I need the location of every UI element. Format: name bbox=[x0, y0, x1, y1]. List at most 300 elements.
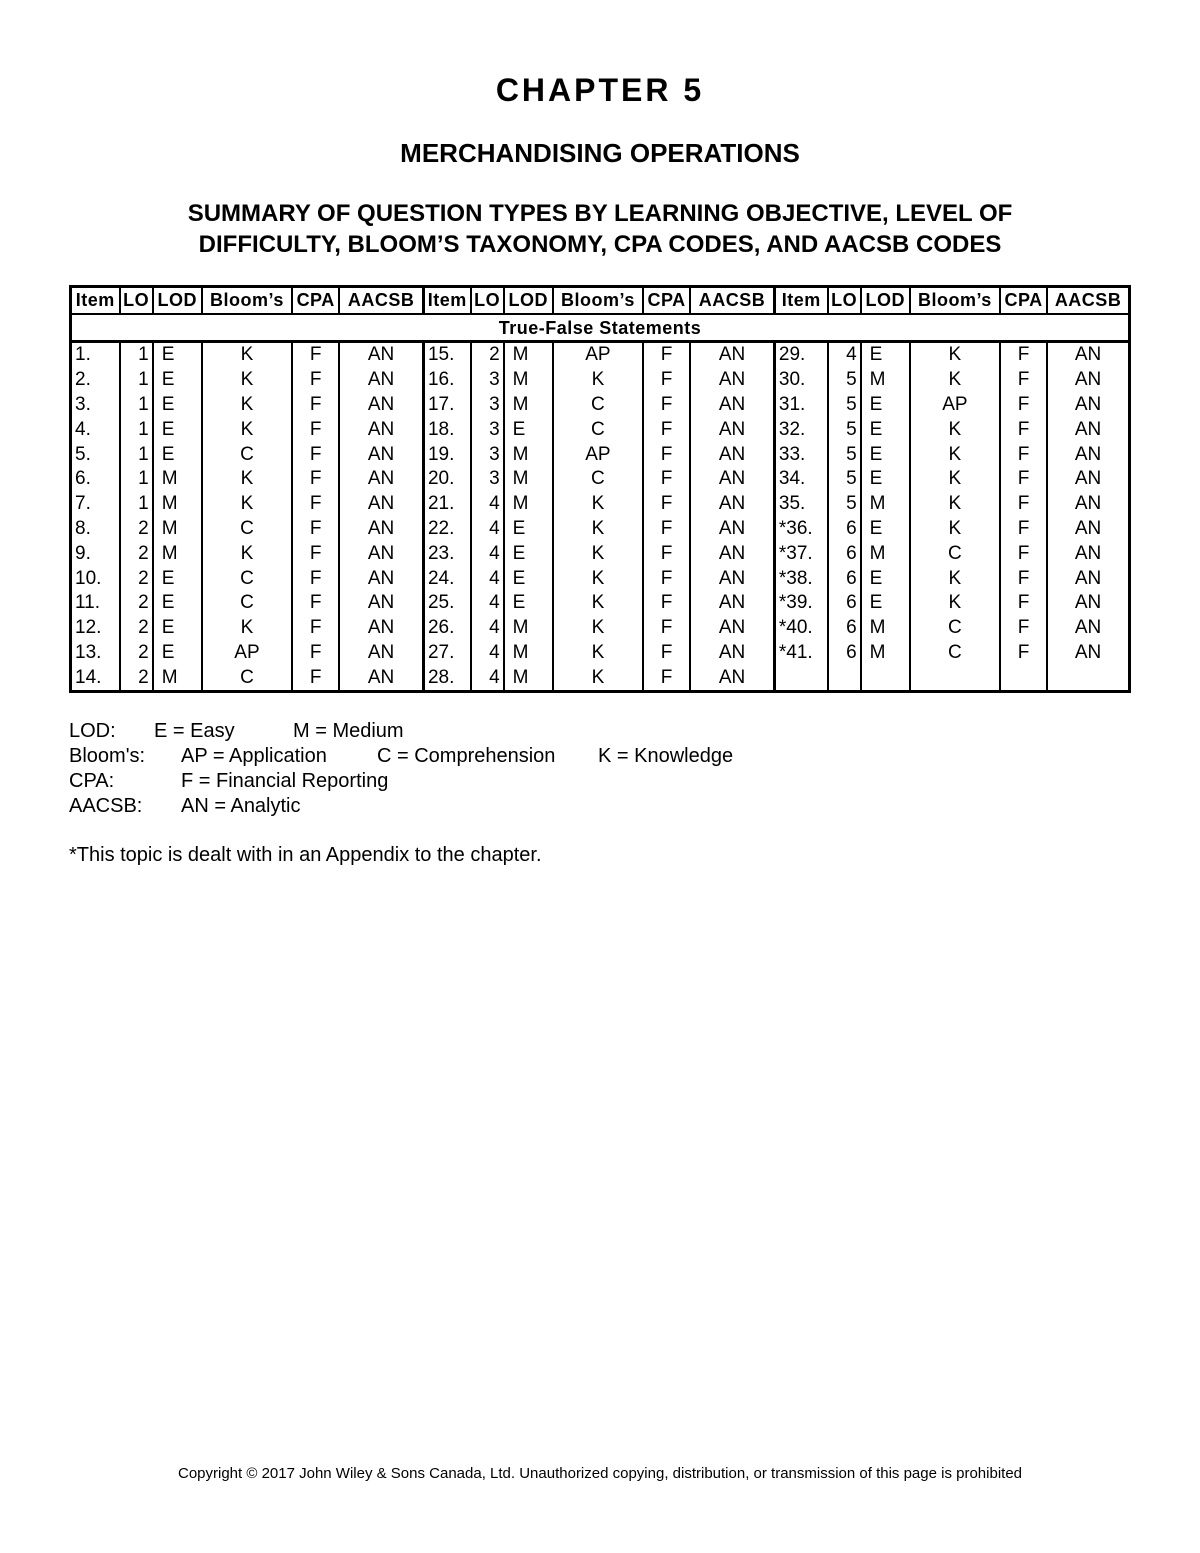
section-row bbox=[71, 314, 1130, 342]
table-row bbox=[71, 566, 1130, 591]
cell-lo: 6 bbox=[828, 566, 861, 591]
cell-item: 20. bbox=[423, 467, 470, 492]
cell-lo: 3 bbox=[471, 417, 504, 442]
table-row bbox=[71, 342, 1130, 368]
appendix-footnote: *This topic is dealt with in an Appendix to the chapter. bbox=[69, 844, 542, 866]
cell-blooms: K bbox=[202, 417, 292, 442]
cell-cpa: F bbox=[292, 616, 339, 641]
cell-lo: 4 bbox=[471, 591, 504, 616]
cell-aacsb: AN bbox=[339, 641, 423, 666]
cell-item: 30. bbox=[774, 368, 827, 393]
cell-lod: E bbox=[861, 517, 910, 542]
cell-lod: E bbox=[153, 368, 202, 393]
cell-aacsb: AN bbox=[339, 467, 423, 492]
cell-lod: M bbox=[504, 641, 553, 666]
cell-blooms: K bbox=[910, 591, 1000, 616]
cell-aacsb: AN bbox=[690, 342, 774, 368]
cell-lod: E bbox=[861, 417, 910, 442]
cell-item: 9. bbox=[71, 541, 120, 566]
table-header-row bbox=[71, 287, 1130, 315]
cell-aacsb: AN bbox=[1047, 467, 1129, 492]
cell-lo: 2 bbox=[120, 641, 153, 666]
cell-aacsb: AN bbox=[690, 641, 774, 666]
table-row bbox=[71, 368, 1130, 393]
legend-definition: M = Medium bbox=[293, 720, 404, 742]
table-row bbox=[71, 393, 1130, 418]
cell-lo: 6 bbox=[828, 591, 861, 616]
cell-item: *40. bbox=[774, 616, 827, 641]
cell-blooms: C bbox=[202, 665, 292, 691]
cell-blooms: C bbox=[202, 591, 292, 616]
cell-blooms: K bbox=[553, 517, 643, 542]
cell-aacsb: AN bbox=[339, 566, 423, 591]
cell-lo: 4 bbox=[471, 641, 504, 666]
cell-item: 31. bbox=[774, 393, 827, 418]
cell-blooms: AP bbox=[910, 393, 1000, 418]
column-header: CPA bbox=[1000, 287, 1047, 315]
cell-lo: 1 bbox=[120, 342, 153, 368]
cell-cpa: F bbox=[643, 393, 690, 418]
cell-aacsb: AN bbox=[339, 616, 423, 641]
cell-lo: 3 bbox=[471, 368, 504, 393]
cell-lo: 2 bbox=[120, 591, 153, 616]
cell-item: 8. bbox=[71, 517, 120, 542]
cell-blooms: C bbox=[910, 616, 1000, 641]
column-header: LO bbox=[828, 287, 861, 315]
cell-lod: M bbox=[861, 616, 910, 641]
cell-item: 6. bbox=[71, 467, 120, 492]
cell-blooms: K bbox=[910, 368, 1000, 393]
cell-cpa: F bbox=[1000, 393, 1047, 418]
cell-blooms: AP bbox=[553, 342, 643, 368]
cell-lo: 3 bbox=[471, 467, 504, 492]
cell-lod: M bbox=[504, 442, 553, 467]
cell-lo: 6 bbox=[828, 641, 861, 666]
cell-cpa: F bbox=[1000, 442, 1047, 467]
cell-lo: 2 bbox=[120, 566, 153, 591]
cell-aacsb: AN bbox=[1047, 393, 1129, 418]
table-row bbox=[71, 616, 1130, 641]
cell-lo: 1 bbox=[120, 368, 153, 393]
cell-lod: M bbox=[504, 492, 553, 517]
cell-aacsb: AN bbox=[690, 591, 774, 616]
copyright-notice: Copyright © 2017 John Wiley & Sons Canada, Ltd. Unauthorized copying, distribution, or transmission of this page is prohibited bbox=[177, 1465, 1022, 1482]
column-header: Item bbox=[423, 287, 470, 315]
cell-cpa: F bbox=[1000, 467, 1047, 492]
cell-item: 26. bbox=[423, 616, 470, 641]
cell-aacsb: AN bbox=[1047, 591, 1129, 616]
cell-blooms: AP bbox=[553, 442, 643, 467]
cell-blooms: K bbox=[910, 492, 1000, 517]
cell-blooms: C bbox=[553, 417, 643, 442]
cell-blooms: C bbox=[910, 641, 1000, 666]
cell-aacsb: AN bbox=[1047, 616, 1129, 641]
cell-lo: 2 bbox=[120, 541, 153, 566]
question-summary-table bbox=[69, 285, 1131, 693]
cell-cpa: F bbox=[643, 517, 690, 542]
legend-label: LOD: bbox=[69, 720, 116, 742]
cell-aacsb: AN bbox=[690, 517, 774, 542]
summary-line-2: DIFFICULTY, BLOOM’S TAXONOMY, CPA CODES, AND AACSB CODES bbox=[198, 231, 1002, 258]
table-row bbox=[71, 517, 1130, 542]
cell-lo: 6 bbox=[828, 616, 861, 641]
legend-label: AACSB: bbox=[69, 795, 143, 817]
cell-cpa: F bbox=[292, 442, 339, 467]
cell-cpa: F bbox=[1000, 641, 1047, 666]
cell-aacsb: AN bbox=[690, 368, 774, 393]
cell-aacsb: AN bbox=[1047, 641, 1129, 666]
cell-aacsb: AN bbox=[339, 665, 423, 691]
column-header: LOD bbox=[153, 287, 202, 315]
cell-blooms: K bbox=[910, 417, 1000, 442]
cell-lo: 5 bbox=[828, 417, 861, 442]
cell-lod: M bbox=[504, 342, 553, 368]
cell-item bbox=[774, 665, 827, 691]
cell-lo: 1 bbox=[120, 467, 153, 492]
cell-lo: 5 bbox=[828, 368, 861, 393]
cell-lo: 4 bbox=[471, 492, 504, 517]
cell-lod: M bbox=[861, 492, 910, 517]
cell-item: 3. bbox=[71, 393, 120, 418]
cell-lo: 4 bbox=[471, 665, 504, 691]
cell-lod: M bbox=[504, 616, 553, 641]
cell-lod: E bbox=[504, 541, 553, 566]
cell-lod: M bbox=[153, 541, 202, 566]
column-header: Bloom’s bbox=[553, 287, 643, 315]
cell-cpa: F bbox=[292, 665, 339, 691]
cell-aacsb: AN bbox=[1047, 492, 1129, 517]
cell-lod: E bbox=[504, 517, 553, 542]
cell-item: 12. bbox=[71, 616, 120, 641]
cell-aacsb: AN bbox=[339, 342, 423, 368]
cell-blooms: K bbox=[202, 616, 292, 641]
cell-lod: E bbox=[153, 566, 202, 591]
table-row bbox=[71, 442, 1130, 467]
cell-lo bbox=[828, 665, 861, 691]
cell-blooms: C bbox=[553, 467, 643, 492]
cell-aacsb: AN bbox=[1047, 368, 1129, 393]
cell-aacsb: AN bbox=[690, 665, 774, 691]
cell-blooms: K bbox=[553, 591, 643, 616]
cell-cpa: F bbox=[643, 492, 690, 517]
cell-cpa: F bbox=[292, 566, 339, 591]
cell-blooms: K bbox=[553, 566, 643, 591]
cell-aacsb: AN bbox=[339, 442, 423, 467]
cell-item: 17. bbox=[423, 393, 470, 418]
cell-item: 5. bbox=[71, 442, 120, 467]
cell-item: 4. bbox=[71, 417, 120, 442]
cell-cpa: F bbox=[292, 517, 339, 542]
cell-item: 27. bbox=[423, 641, 470, 666]
cell-aacsb: AN bbox=[339, 368, 423, 393]
cell-item: 19. bbox=[423, 442, 470, 467]
cell-lod: M bbox=[153, 665, 202, 691]
cell-blooms: K bbox=[553, 616, 643, 641]
cell-lod: E bbox=[153, 393, 202, 418]
cell-item: *41. bbox=[774, 641, 827, 666]
cell-cpa: F bbox=[1000, 342, 1047, 368]
cell-lod: M bbox=[861, 368, 910, 393]
cell-item: 7. bbox=[71, 492, 120, 517]
cell-aacsb bbox=[1047, 665, 1129, 691]
cell-cpa: F bbox=[643, 417, 690, 442]
cell-cpa: F bbox=[1000, 492, 1047, 517]
cell-cpa: F bbox=[292, 541, 339, 566]
cell-item: 11. bbox=[71, 591, 120, 616]
cell-lo: 3 bbox=[471, 442, 504, 467]
cell-cpa: F bbox=[292, 492, 339, 517]
cell-item: 23. bbox=[423, 541, 470, 566]
cell-aacsb: AN bbox=[339, 517, 423, 542]
cell-lo: 4 bbox=[828, 342, 861, 368]
cell-lod: E bbox=[861, 591, 910, 616]
cell-cpa: F bbox=[1000, 517, 1047, 542]
cell-aacsb: AN bbox=[1047, 342, 1129, 368]
cell-item: 21. bbox=[423, 492, 470, 517]
column-header: Bloom’s bbox=[910, 287, 1000, 315]
cell-cpa: F bbox=[1000, 541, 1047, 566]
cell-lo: 6 bbox=[828, 517, 861, 542]
cell-blooms: K bbox=[202, 492, 292, 517]
cell-aacsb: AN bbox=[339, 541, 423, 566]
cell-lo: 4 bbox=[471, 566, 504, 591]
cell-blooms: K bbox=[910, 442, 1000, 467]
cell-cpa: F bbox=[643, 566, 690, 591]
cell-lod: E bbox=[504, 591, 553, 616]
cell-lod: E bbox=[861, 442, 910, 467]
column-header: LOD bbox=[504, 287, 553, 315]
cell-aacsb: AN bbox=[339, 492, 423, 517]
cell-cpa bbox=[1000, 665, 1047, 691]
cell-lo: 1 bbox=[120, 417, 153, 442]
cell-lod: E bbox=[153, 641, 202, 666]
cell-lo: 4 bbox=[471, 541, 504, 566]
cell-cpa: F bbox=[643, 541, 690, 566]
cell-cpa: F bbox=[292, 393, 339, 418]
cell-lod: M bbox=[153, 467, 202, 492]
cell-lod: M bbox=[504, 393, 553, 418]
cell-item: 13. bbox=[71, 641, 120, 666]
cell-lod: E bbox=[504, 566, 553, 591]
cell-item: 22. bbox=[423, 517, 470, 542]
table-row bbox=[71, 591, 1130, 616]
cell-cpa: F bbox=[292, 417, 339, 442]
cell-aacsb: AN bbox=[690, 417, 774, 442]
cell-item: 24. bbox=[423, 566, 470, 591]
cell-lod: E bbox=[153, 591, 202, 616]
cell-aacsb: AN bbox=[690, 616, 774, 641]
cell-blooms: AP bbox=[202, 641, 292, 666]
cell-lod bbox=[861, 665, 910, 691]
cell-cpa: F bbox=[292, 368, 339, 393]
cell-item: *39. bbox=[774, 591, 827, 616]
cell-cpa: F bbox=[292, 591, 339, 616]
cell-lod: E bbox=[861, 393, 910, 418]
cell-lod: M bbox=[504, 368, 553, 393]
summary-heading bbox=[0, 198, 1200, 260]
cell-cpa: F bbox=[1000, 566, 1047, 591]
cell-blooms: K bbox=[910, 342, 1000, 368]
legend-definition: AN = Analytic bbox=[181, 795, 301, 817]
cell-lod: M bbox=[153, 517, 202, 542]
cell-cpa: F bbox=[1000, 591, 1047, 616]
cell-blooms bbox=[910, 665, 1000, 691]
legend-label: CPA: bbox=[69, 770, 115, 792]
cell-lod: E bbox=[861, 566, 910, 591]
cell-cpa: F bbox=[292, 641, 339, 666]
cell-cpa: F bbox=[643, 442, 690, 467]
cell-item: 14. bbox=[71, 665, 120, 691]
cell-item: *36. bbox=[774, 517, 827, 542]
chapter-title: MERCHANDISING OPERATIONS bbox=[400, 138, 800, 168]
cell-blooms: K bbox=[910, 566, 1000, 591]
column-header: CPA bbox=[643, 287, 690, 315]
cell-lod: M bbox=[153, 492, 202, 517]
cell-aacsb: AN bbox=[690, 467, 774, 492]
cell-lo: 4 bbox=[471, 616, 504, 641]
table-row bbox=[71, 492, 1130, 517]
cell-aacsb: AN bbox=[1047, 442, 1129, 467]
cell-cpa: F bbox=[1000, 417, 1047, 442]
column-header: AACSB bbox=[1047, 287, 1129, 315]
cell-lo: 4 bbox=[471, 517, 504, 542]
cell-cpa: F bbox=[643, 641, 690, 666]
cell-lo: 1 bbox=[120, 492, 153, 517]
cell-lod: E bbox=[504, 417, 553, 442]
cell-lo: 1 bbox=[120, 442, 153, 467]
cell-cpa: F bbox=[643, 467, 690, 492]
cell-aacsb: AN bbox=[690, 541, 774, 566]
cell-blooms: K bbox=[202, 342, 292, 368]
cell-lo: 1 bbox=[120, 393, 153, 418]
cell-blooms: K bbox=[553, 665, 643, 691]
cell-item: 28. bbox=[423, 665, 470, 691]
cell-cpa: F bbox=[643, 616, 690, 641]
cell-lo: 5 bbox=[828, 492, 861, 517]
cell-lod: E bbox=[861, 467, 910, 492]
cell-aacsb: AN bbox=[339, 417, 423, 442]
column-header: AACSB bbox=[690, 287, 774, 315]
cell-lo: 5 bbox=[828, 467, 861, 492]
cell-cpa: F bbox=[292, 342, 339, 368]
cell-blooms: K bbox=[910, 517, 1000, 542]
legend-definition: F = Financial Reporting bbox=[181, 770, 389, 792]
cell-lo: 3 bbox=[471, 393, 504, 418]
cell-item: 2. bbox=[71, 368, 120, 393]
cell-item: 16. bbox=[423, 368, 470, 393]
cell-aacsb: AN bbox=[690, 492, 774, 517]
legend-definition: E = Easy bbox=[154, 720, 235, 742]
legend-label: Bloom's: bbox=[69, 745, 146, 767]
section-title: True-False Statements bbox=[71, 314, 1130, 342]
table-row bbox=[71, 641, 1130, 666]
cell-item: 25. bbox=[423, 591, 470, 616]
cell-blooms: K bbox=[553, 641, 643, 666]
cell-aacsb: AN bbox=[690, 393, 774, 418]
cell-blooms: K bbox=[202, 467, 292, 492]
table-row bbox=[71, 417, 1130, 442]
cell-blooms: K bbox=[202, 393, 292, 418]
chapter-heading: CHAPTER 5 bbox=[495, 72, 705, 108]
cell-aacsb: AN bbox=[1047, 417, 1129, 442]
cell-blooms: C bbox=[910, 541, 1000, 566]
cell-cpa: F bbox=[292, 467, 339, 492]
cell-cpa: F bbox=[1000, 616, 1047, 641]
cell-lod: M bbox=[504, 665, 553, 691]
cell-lo: 2 bbox=[120, 616, 153, 641]
column-header: LOD bbox=[861, 287, 910, 315]
cell-lod: M bbox=[861, 541, 910, 566]
cell-lo: 2 bbox=[120, 665, 153, 691]
cell-lod: M bbox=[861, 641, 910, 666]
cell-aacsb: AN bbox=[1047, 517, 1129, 542]
legend-definition: AP = Application bbox=[181, 745, 327, 767]
column-header: Item bbox=[774, 287, 827, 315]
cell-lod: E bbox=[153, 616, 202, 641]
legend-definition: K = Knowledge bbox=[598, 745, 734, 767]
cell-lo: 2 bbox=[120, 517, 153, 542]
cell-blooms: K bbox=[553, 368, 643, 393]
cell-blooms: K bbox=[910, 467, 1000, 492]
cell-item: 15. bbox=[423, 342, 470, 368]
cell-blooms: K bbox=[202, 368, 292, 393]
cell-item: *38. bbox=[774, 566, 827, 591]
column-header: AACSB bbox=[339, 287, 423, 315]
table-body bbox=[71, 314, 1130, 692]
table-row bbox=[71, 541, 1130, 566]
cell-lod: E bbox=[153, 442, 202, 467]
cell-aacsb: AN bbox=[339, 393, 423, 418]
cell-item: 34. bbox=[774, 467, 827, 492]
column-header: LO bbox=[120, 287, 153, 315]
cell-lod: M bbox=[504, 467, 553, 492]
cell-item: 1. bbox=[71, 342, 120, 368]
cell-lo: 5 bbox=[828, 393, 861, 418]
legend-definition: C = Comprehension bbox=[377, 745, 556, 767]
cell-cpa: F bbox=[643, 665, 690, 691]
cell-lo: 6 bbox=[828, 541, 861, 566]
table-row bbox=[71, 467, 1130, 492]
table-row bbox=[71, 665, 1130, 691]
cell-lod: E bbox=[153, 342, 202, 368]
cell-blooms: C bbox=[202, 566, 292, 591]
cell-lod: E bbox=[861, 342, 910, 368]
cell-item: 33. bbox=[774, 442, 827, 467]
cell-blooms: C bbox=[202, 517, 292, 542]
cell-item: 29. bbox=[774, 342, 827, 368]
cell-blooms: K bbox=[553, 492, 643, 517]
cell-cpa: F bbox=[1000, 368, 1047, 393]
cell-aacsb: AN bbox=[690, 566, 774, 591]
cell-cpa: F bbox=[643, 342, 690, 368]
cell-item: 18. bbox=[423, 417, 470, 442]
cell-item: 32. bbox=[774, 417, 827, 442]
cell-blooms: K bbox=[202, 541, 292, 566]
column-header: Bloom’s bbox=[202, 287, 292, 315]
column-header: CPA bbox=[292, 287, 339, 315]
summary-line-1: SUMMARY OF QUESTION TYPES BY LEARNING OBJECTIVE, LEVEL OF bbox=[187, 200, 1013, 227]
cell-item: 10. bbox=[71, 566, 120, 591]
cell-blooms: C bbox=[202, 442, 292, 467]
cell-blooms: C bbox=[553, 393, 643, 418]
cell-blooms: K bbox=[553, 541, 643, 566]
column-header: Item bbox=[71, 287, 120, 315]
cell-aacsb: AN bbox=[690, 442, 774, 467]
cell-cpa: F bbox=[643, 591, 690, 616]
cell-item: 35. bbox=[774, 492, 827, 517]
cell-aacsb: AN bbox=[339, 591, 423, 616]
cell-cpa: F bbox=[643, 368, 690, 393]
